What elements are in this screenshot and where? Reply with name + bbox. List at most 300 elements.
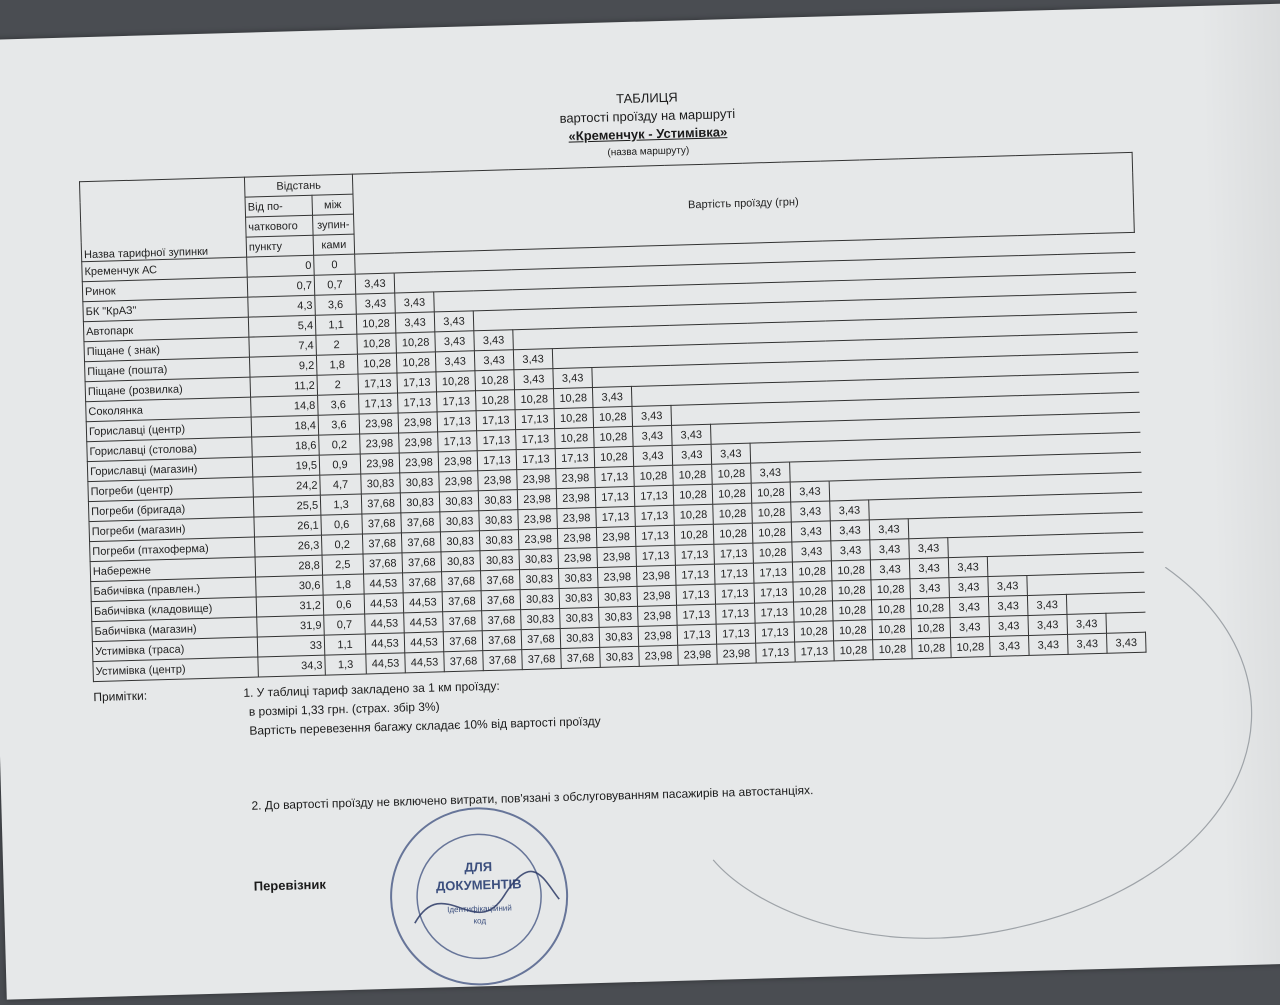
empty-cell (668, 304, 708, 325)
empty-cell (433, 251, 473, 272)
empty-cell (1101, 452, 1141, 473)
empty-cell (983, 396, 1023, 417)
empty-cell (786, 341, 826, 362)
fare-cell: 3,43 (672, 444, 712, 465)
fare-cell: 3,43 (949, 597, 989, 618)
fare-cell: 10,28 (712, 483, 752, 504)
fare-cell: 3,43 (513, 349, 553, 370)
distance-between: 0,2 (319, 434, 361, 455)
fare-cell: 10,28 (872, 619, 912, 640)
fare-cell: 3,43 (870, 559, 910, 580)
empty-cell (1096, 272, 1136, 293)
empty-cell (982, 376, 1022, 397)
distance-from-start: 34,3 (258, 655, 326, 677)
fare-cell: 23,98 (596, 526, 636, 547)
fare-cell: 17,13 (795, 641, 835, 662)
empty-cell (902, 278, 942, 299)
fare-cell: 30,83 (440, 531, 480, 552)
fare-cell: 10,28 (475, 390, 515, 411)
fare-cell: 3,43 (950, 617, 990, 638)
empty-cell (1102, 472, 1142, 493)
empty-cell (1098, 332, 1138, 353)
fare-cell: 30,83 (441, 551, 481, 572)
empty-cell (749, 422, 789, 443)
col-header-distance: Відстань (244, 174, 353, 197)
fare-cell: 3,43 (474, 330, 514, 351)
fare-cell: 17,13 (715, 583, 755, 604)
fare-cell: 30,83 (400, 472, 440, 493)
fare-cell: 17,13 (398, 392, 438, 413)
fare-cell: 30,83 (400, 492, 440, 513)
stop-name: Погреби (птахоферма) (90, 537, 255, 562)
empty-cell (590, 306, 630, 327)
fare-cell: 17,13 (676, 584, 716, 605)
empty-cell (944, 397, 984, 418)
fare-cell: 3,43 (633, 445, 673, 466)
fare-cell: 3,43 (869, 519, 909, 540)
empty-cell (981, 336, 1021, 357)
empty-cell (1018, 275, 1058, 296)
empty-cell (986, 516, 1026, 537)
fare-cell: 44,53 (365, 613, 405, 634)
fare-cell: 10,28 (951, 637, 991, 658)
stop-name: Піщане (розвилка) (85, 377, 250, 402)
empty-cell (1017, 235, 1057, 256)
distance-from-start: 28,8 (255, 555, 323, 577)
fare-cell: 17,13 (716, 603, 756, 624)
note-1b: в розмірі 1,33 грн. (страх. збір 3%) (248, 699, 440, 719)
empty-cell (1103, 492, 1143, 513)
empty-cell (1022, 394, 1062, 415)
fare-cell: 17,13 (714, 563, 754, 584)
distance-between: 1,1 (324, 634, 366, 655)
fare-cell: 17,13 (595, 486, 635, 507)
distance-between: 0,9 (319, 454, 361, 475)
empty-cell (472, 270, 512, 291)
fare-cell: 37,68 (362, 533, 402, 554)
fare-cell: 30,83 (520, 589, 560, 610)
distance-from-start: 0,7 (247, 275, 315, 297)
fare-cell: 30,83 (361, 473, 401, 494)
empty-cell (710, 403, 750, 424)
fare-cell: 3,43 (553, 368, 593, 389)
empty-cell (1057, 253, 1097, 274)
fare-cell: 30,83 (598, 586, 638, 607)
fare-cell: 17,13 (438, 431, 478, 452)
empty-cell (823, 260, 863, 281)
fare-cell: 23,98 (637, 585, 677, 606)
fare-cell: 17,13 (555, 448, 595, 469)
empty-cell (708, 323, 748, 344)
distance-between: 0,2 (321, 534, 363, 555)
fare-cell: 3,43 (435, 351, 475, 372)
fare-cell: 37,68 (481, 570, 521, 591)
fare-cell: 3,43 (1027, 594, 1067, 615)
empty-cell (789, 441, 829, 462)
empty-cell (707, 283, 747, 304)
empty-cell (433, 271, 473, 292)
empty-cell (630, 345, 670, 366)
empty-cell (711, 423, 751, 444)
empty-cell (983, 416, 1023, 437)
distance-from-start: 14,8 (251, 395, 319, 417)
fare-cell: 3,43 (633, 425, 673, 446)
distance-between: 0,7 (324, 614, 366, 635)
fare-cell: 10,28 (871, 599, 911, 620)
fare-cell: 30,83 (519, 549, 559, 570)
fare-cell: 30,83 (559, 587, 599, 608)
empty-cell (592, 366, 632, 387)
stop-name: Гориславці (центр) (86, 417, 251, 442)
fare-cell: 23,98 (478, 470, 518, 491)
fare-cell: 17,13 (596, 506, 636, 527)
fare-cell: 23,98 (557, 507, 597, 528)
notes-label: Примітки: (93, 688, 148, 705)
fare-cell: 17,13 (677, 624, 717, 645)
fare-cell: 30,83 (599, 626, 639, 647)
empty-cell (905, 418, 945, 439)
fare-cell: 17,13 (516, 449, 556, 470)
empty-cell (982, 356, 1022, 377)
col-header-from-3: пункту (246, 235, 314, 257)
fare-cell: 23,98 (638, 625, 678, 646)
empty-cell (1103, 512, 1143, 533)
fare-cell: 30,83 (519, 569, 559, 590)
empty-cell (591, 346, 631, 367)
fare-cell: 10,28 (554, 408, 594, 429)
empty-cell (908, 498, 948, 519)
fare-cell: 10,28 (553, 388, 593, 409)
fare-cell: 23,98 (638, 605, 678, 626)
distance-from-start: 5,4 (248, 315, 316, 337)
fare-cell: 17,13 (677, 604, 717, 625)
distance-from-start: 18,6 (252, 435, 320, 457)
empty-cell (787, 381, 827, 402)
fare-cell: 3,43 (909, 538, 949, 559)
fare-cell: 17,13 (515, 409, 555, 430)
empty-cell (903, 318, 943, 339)
distance-between: 0 (314, 254, 356, 275)
empty-cell (943, 357, 983, 378)
fare-cell: 17,13 (675, 564, 715, 585)
fare-cell: 10,28 (356, 313, 396, 334)
fare-cell: 3,43 (790, 481, 830, 502)
fare-cell: 17,13 (753, 562, 793, 583)
empty-cell (941, 277, 981, 298)
empty-cell (709, 363, 749, 384)
fare-cell: 10,28 (753, 542, 793, 563)
fare-cell: 37,68 (362, 513, 402, 534)
fare-cell: 10,28 (751, 482, 791, 503)
fare-cell: 37,68 (482, 630, 522, 651)
fare-cell: 10,28 (555, 428, 595, 449)
fare-cell: 3,43 (792, 541, 832, 562)
empty-cell (1018, 255, 1058, 276)
fare-cell: 3,43 (870, 539, 910, 560)
empty-cell (630, 325, 670, 346)
stop-name: Автопарк (83, 317, 248, 342)
fare-cell: 10,28 (910, 598, 950, 619)
empty-cell (589, 266, 629, 287)
fare-cell: 10,28 (594, 446, 634, 467)
empty-cell (947, 517, 987, 538)
distance-from-start: 24,2 (253, 475, 321, 497)
empty-cell (1060, 353, 1100, 374)
distance-from-start: 31,9 (257, 615, 325, 637)
fare-cell: 10,28 (594, 426, 634, 447)
empty-cell (946, 477, 986, 498)
fare-cell: 23,98 (517, 469, 557, 490)
empty-cell (945, 437, 985, 458)
empty-cell (1095, 232, 1135, 253)
fare-cell: 30,83 (479, 510, 519, 531)
fare-cell: 37,68 (522, 649, 562, 670)
fare-cell: 3,43 (909, 558, 949, 579)
distance-between: 2,5 (322, 554, 364, 575)
fare-cell: 44,53 (404, 632, 444, 653)
fare-cell: 17,13 (756, 642, 796, 663)
fare-cell: 23,98 (556, 468, 596, 489)
empty-cell (1020, 334, 1060, 355)
empty-cell (939, 237, 979, 258)
fare-cell: 3,43 (435, 331, 475, 352)
empty-cell (824, 300, 864, 321)
empty-cell (863, 299, 903, 320)
note-2: 2. До вартості проїзду не включено витрати, пов'язані з обслуговуванням пасажирів на автостанціях. (251, 783, 814, 813)
empty-cell (550, 268, 590, 289)
empty-cell (1060, 373, 1100, 394)
empty-cell (747, 322, 787, 343)
empty-cell (631, 385, 671, 406)
empty-cell (629, 285, 669, 306)
empty-cell (825, 320, 865, 341)
empty-cell (783, 241, 823, 262)
fare-cell: 10,28 (794, 601, 834, 622)
fare-cell: 37,68 (403, 572, 443, 593)
empty-cell (868, 459, 908, 480)
empty-cell (1064, 513, 1104, 534)
fare-cell: 37,68 (481, 590, 521, 611)
route-note: (назва маршруту) (607, 145, 690, 159)
empty-cell (512, 309, 552, 330)
fare-cell: 23,98 (556, 487, 596, 508)
empty-cell (628, 245, 668, 266)
fare-cell: 10,28 (912, 638, 952, 659)
fare-cell: 44,53 (404, 612, 444, 633)
fare-cell: 10,28 (834, 640, 874, 661)
empty-cell (942, 337, 982, 358)
carrier-label: Перевізник (253, 876, 327, 894)
fare-cell: 30,83 (599, 606, 639, 627)
fare-cell: 3,43 (791, 521, 831, 542)
col-header-between-1: між (312, 194, 354, 215)
fare-cell: 3,43 (1107, 632, 1147, 653)
empty-cell (1062, 433, 1102, 454)
distance-from-start: 31,2 (256, 595, 324, 617)
empty-cell (709, 383, 749, 404)
fare-cell: 44,53 (366, 653, 406, 674)
empty-cell (908, 518, 948, 539)
empty-cell (785, 281, 825, 302)
distance-from-start: 11,2 (250, 375, 318, 397)
col-header-between-2: зупин- (313, 214, 355, 235)
stop-name: Гориславці (столова) (87, 437, 252, 462)
fare-cell: 3,43 (474, 350, 514, 371)
note-1: 1. У таблиці тариф закладено за 1 км проїзду: (243, 678, 500, 700)
empty-cell (947, 497, 987, 518)
empty-cell (590, 286, 630, 307)
fare-cell: 23,98 (360, 453, 400, 474)
empty-cell (1024, 454, 1064, 475)
fare-cell: 17,13 (359, 393, 399, 414)
empty-cell (748, 382, 788, 403)
empty-cell (552, 348, 592, 369)
distance-between: 2 (317, 374, 359, 395)
fare-cell: 3,43 (990, 635, 1030, 656)
stop-name: Погреби (центр) (88, 477, 253, 502)
empty-cell (943, 377, 983, 398)
empty-cell (394, 252, 434, 273)
fare-cell: 23,98 (557, 527, 597, 548)
fare-cell: 44,53 (364, 593, 404, 614)
empty-cell (745, 262, 785, 283)
empty-cell (907, 458, 947, 479)
col-header-from-2: чаткового (246, 215, 314, 237)
fare-cell: 37,68 (483, 650, 523, 671)
stop-name: Ринок (82, 277, 247, 302)
empty-cell (473, 290, 513, 311)
empty-cell (822, 240, 862, 261)
empty-cell (552, 328, 592, 349)
empty-cell (784, 261, 824, 282)
fare-cell: 17,13 (675, 544, 715, 565)
empty-cell (1025, 494, 1065, 515)
distance-from-start: 33 (257, 635, 325, 657)
distance-from-start: 18,4 (251, 415, 319, 437)
fare-cell: 3,43 (672, 424, 712, 445)
doc-title: ТАБЛИЦЯ (615, 89, 678, 107)
fare-cell: 37,68 (402, 552, 442, 573)
empty-cell (869, 499, 909, 520)
empty-cell (1104, 532, 1144, 553)
empty-cell (786, 321, 826, 342)
fare-cell: 37,68 (443, 631, 483, 652)
fare-cell: 3,43 (910, 578, 950, 599)
empty-cell (750, 442, 790, 463)
distance-from-start: 0 (247, 255, 315, 277)
distance-between: 3,6 (318, 414, 360, 435)
empty-cell (826, 360, 866, 381)
stop-name: Кременчук АС (82, 257, 247, 282)
fare-cell: 17,13 (397, 372, 437, 393)
empty-cell (978, 236, 1018, 257)
fare-cell: 30,83 (440, 511, 480, 532)
empty-cell (906, 438, 946, 459)
fare-cell: 10,28 (396, 352, 436, 373)
fare-cell: 17,13 (477, 430, 517, 451)
fare-cell: 44,53 (364, 573, 404, 594)
note-1c: Вартість перевезення багажу складає 10% від вартості проїзду (249, 713, 601, 738)
fare-cell: 10,28 (712, 463, 752, 484)
empty-cell (1096, 252, 1136, 273)
stop-name: Устимівка (центр) (93, 657, 258, 682)
fare-cell: 10,28 (752, 522, 792, 543)
empty-cell (1097, 292, 1137, 313)
empty-cell (940, 257, 980, 278)
fare-cell: 17,13 (358, 373, 398, 394)
empty-cell (749, 402, 789, 423)
empty-cell (669, 324, 709, 345)
empty-cell (904, 358, 944, 379)
stop-name: Набережне (90, 557, 255, 582)
document-page (0, 3, 1280, 1000)
empty-cell (987, 535, 1027, 556)
fare-cell: 3,43 (1029, 634, 1069, 655)
empty-cell (671, 404, 711, 425)
fare-cell: 30,83 (480, 550, 520, 571)
distance-between: 0,6 (323, 594, 365, 615)
stop-name: Піщане (пошта) (85, 357, 250, 382)
empty-cell (866, 419, 906, 440)
empty-cell (1063, 473, 1103, 494)
empty-cell (944, 417, 984, 438)
fare-cell: 44,53 (405, 652, 445, 673)
empty-cell (1019, 294, 1059, 315)
empty-cell (707, 303, 747, 324)
empty-cell (747, 342, 787, 363)
empty-cell (984, 436, 1024, 457)
fare-cell: 30,83 (558, 567, 598, 588)
fare-cell: 30,83 (478, 490, 518, 511)
distance-from-start: 4,3 (248, 295, 316, 317)
empty-cell (825, 340, 865, 361)
distance-between: 0,6 (321, 514, 363, 535)
fare-cell: 23,98 (597, 566, 637, 587)
fare-cell: 23,98 (597, 546, 637, 567)
empty-cell (787, 361, 827, 382)
fare-cell: 17,13 (516, 429, 556, 450)
fare-cell: 17,13 (755, 622, 795, 643)
fare-cell: 23,98 (678, 644, 718, 665)
fare-cell: 3,43 (711, 443, 751, 464)
empty-cell (865, 359, 905, 380)
fare-cell: 44,53 (403, 592, 443, 613)
fare-cell: 23,98 (359, 413, 399, 434)
empty-cell (985, 476, 1025, 497)
empty-cell (706, 263, 746, 284)
empty-cell (981, 316, 1021, 337)
empty-cell (1021, 374, 1061, 395)
empty-cell (513, 329, 553, 350)
empty-cell (1101, 432, 1141, 453)
fare-cell: 3,43 (632, 405, 672, 426)
fare-cell: 23,98 (360, 433, 400, 454)
fare-cell: 10,28 (436, 371, 476, 392)
empty-cell (979, 256, 1019, 277)
distance-from-start: 25,5 (253, 495, 321, 517)
fare-cell: 10,28 (911, 618, 951, 639)
distance-from-start: 19,5 (252, 455, 320, 477)
fare-cell: 3,43 (988, 595, 1028, 616)
fare-cell: 3,43 (1028, 614, 1068, 635)
fare-cell: 3,43 (988, 575, 1028, 596)
empty-cell (1062, 453, 1102, 474)
empty-cell (1022, 414, 1062, 435)
empty-cell (551, 308, 591, 329)
fare-cell: 3,43 (592, 386, 632, 407)
fare-cell: 37,68 (401, 512, 441, 533)
stamp-line-4: код (473, 916, 487, 926)
